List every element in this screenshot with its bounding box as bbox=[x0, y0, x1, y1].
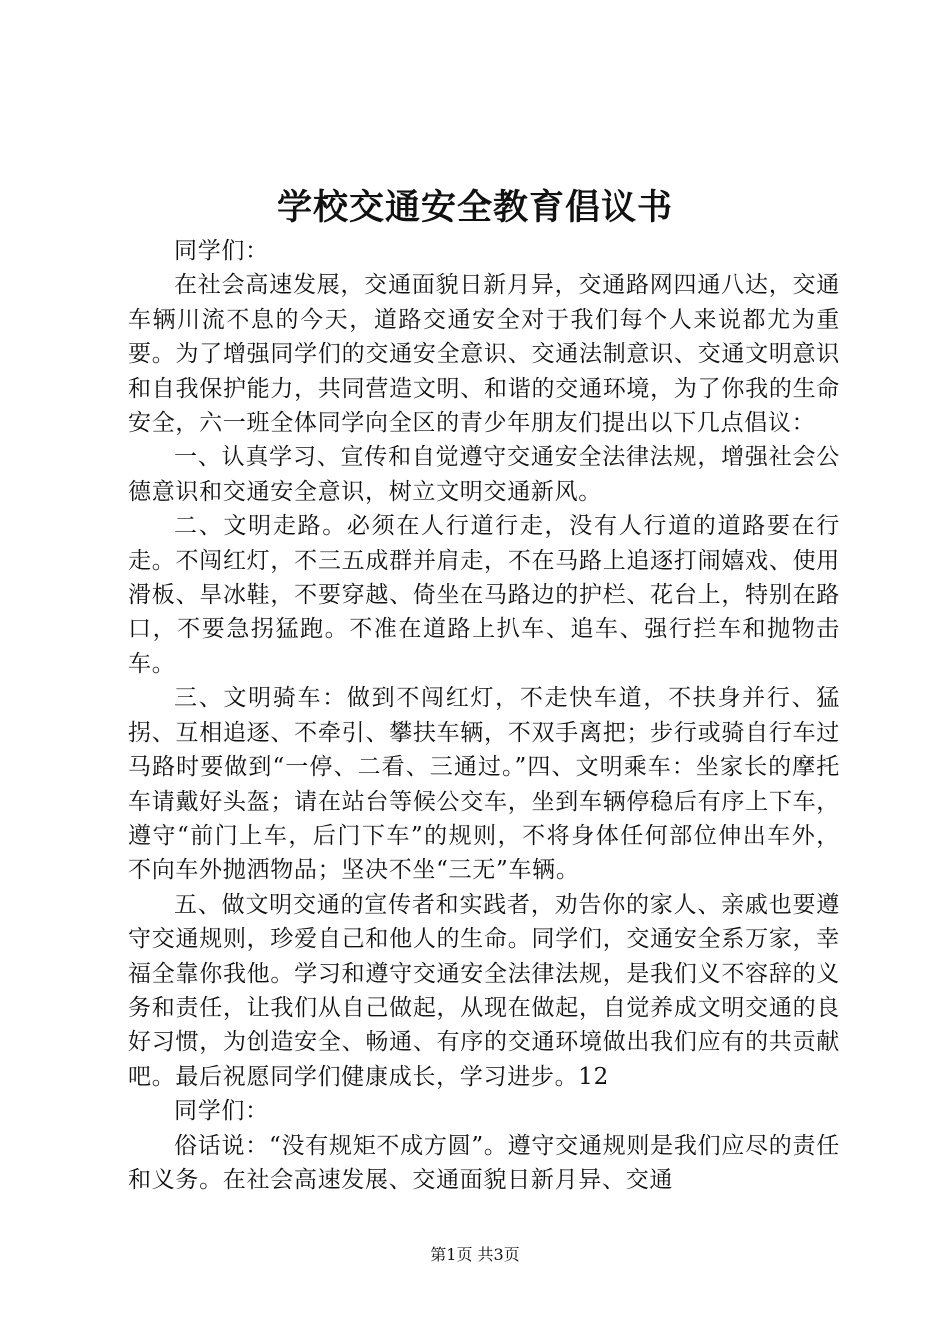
paragraph-intro: 在社会高速发展，交通面貌日新月异，交通路网四通八达，交通车辆川流不息的今天，道路交通安全对于我们每个人来说都尤为重要。为了增强同学们的交通安全意识、交通法制意识、交通文明意识和自我保护能力，共同营造文明、和谐的交通环境，为了你我的生命安全，六一班全体同学向全区的青少年朋友们提出以下几点倡议： bbox=[128, 272, 840, 437]
paragraph-item-2: 二、文明走路。必须在人行道行走，没有人行道的道路要在行走。不闯红灯，不三五成群并肩走，不在马路上追逐打闹嬉戏、使用滑板、旱冰鞋，不要穿越、倚坐在马路边的护栏、花台上，特别在路口，不要急拐猛跑。不准在道路上扒车、追车、强行拦车和抛物击车。 bbox=[128, 513, 840, 677]
paragraph-item-5: 五、做文明交通的宣传者和实践者，劝告你的家人、亲戚也要遵守交通规则，珍爱自己和他人的生命。同学们，交通安全系万家，幸福全靠你我他。学习和遵守交通安全法律法规，是我们义不容辞的义务和责任，让我们从自己做起，从现在做起，自觉养成文明交通的良好习惯，为创造安全、畅通、有序的交通环境做出我们应有的共贡献吧。最后祝愿同学们健康成长，学习进步。12 bbox=[128, 891, 840, 1090]
salutation-2: 同学们： bbox=[174, 1098, 269, 1125]
page-footer: 第1页 共3页 bbox=[430, 1245, 520, 1264]
document-body bbox=[128, 234, 840, 1197]
document-title: 学校交通安全教育倡议书 bbox=[276, 187, 673, 228]
paragraph-item-1: 一、认真学习、宣传和自觉遵守交通安全法律法规，增强社会公德意识和交通安全意识，树立文明交通新风。 bbox=[128, 444, 840, 505]
paragraph-item-3-4: 三、文明骑车：做到不闯红灯，不走快车道，不扶身并行、猛拐、互相追逐、不牵引、攀扶车辆，不双手离把；步行或骑自行车过马路时要做到“一停、二看、三通过。”四、文明乘车：坐家长的摩托车请戴好头盔；请在站台等候公交车，坐到车辆停稳后有序上下车，遵守“前门上车，后门下车”的规则，不将身体任何部位伸出车外，不向车外抛洒物品；坚决不坐“三无”车辆。 bbox=[128, 685, 840, 884]
salutation: 同学们： bbox=[174, 238, 269, 264]
paragraph-second-letter: 俗话说：“没有规矩不成方圆”。遵守交通规则是我们应尽的责任和义务。在社会高速发展、交通面貌日新月异、交通 bbox=[128, 1132, 840, 1193]
